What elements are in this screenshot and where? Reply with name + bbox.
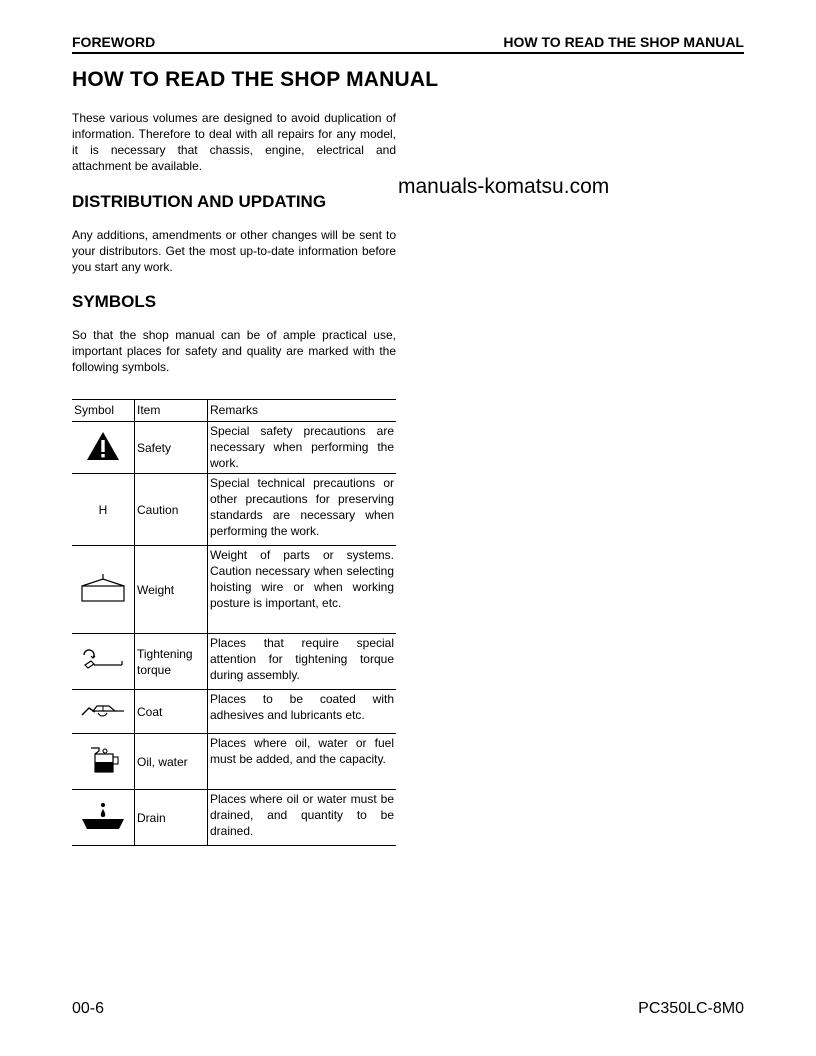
table-cell-item: Safety — [135, 422, 208, 474]
table-cell-item: Coat — [135, 690, 208, 734]
table-cell-remarks: Special technical precautions or other precautions for preserving standards are necessary when performing the work. — [208, 474, 397, 546]
torque-wrench-icon — [80, 648, 126, 672]
table-row — [72, 546, 396, 634]
warning-triangle-icon — [86, 431, 120, 461]
drain-pan-icon — [79, 800, 127, 832]
table-row — [72, 634, 396, 690]
table-row — [72, 790, 396, 846]
table-cell-remarks: Special safety precautions are necessary when performing the work. — [208, 422, 397, 474]
distribution-paragraph: Any additions, amendments or other changes will be sent to your distributors. Get the most up-to-date information before you start any work. — [72, 228, 396, 274]
page-number: 00-6 — [72, 1000, 105, 1017]
symbols-paragraph: So that the shop manual can be of ample practical use, important places for safety and quality are marked with the following symbols. — [72, 328, 396, 374]
intro-paragraph: These various volumes are designed to avoid duplication of information. Therefore to deal with all repairs for any model, it is necessary that chassis, engine, electrical and attachment be available. — [72, 111, 396, 173]
table-cell-remarks: Places to be coated with adhesives and lubricants etc. — [208, 690, 397, 734]
symbols-table — [72, 399, 396, 846]
table-cell-item: Drain — [135, 790, 208, 846]
table-cell-item: Oil, water — [135, 734, 208, 790]
header-chapter-title: HOW TO READ THE SHOP MANUAL — [503, 34, 744, 50]
distribution-heading: DISTRIBUTION AND UPDATING — [72, 192, 327, 211]
table-cell-remarks: Places where oil or water must be drained, and quantity to be drained. — [208, 790, 397, 846]
column-header-item: Item — [135, 400, 208, 422]
model-code: PC350LC-8M0 — [638, 1000, 744, 1017]
weight-symbol-cell — [72, 546, 135, 634]
coat-symbol-cell — [72, 690, 135, 734]
header-section-name: FOREWORD — [72, 34, 156, 50]
weight-hook-icon — [79, 572, 127, 604]
table-cell-item: Weight — [135, 546, 208, 634]
coat-brush-icon — [79, 699, 127, 721]
safety-symbol-cell — [72, 422, 135, 474]
torque-symbol-cell — [72, 634, 135, 690]
column-header-symbol: Symbol — [72, 400, 135, 422]
oil-water-symbol-cell — [72, 734, 135, 790]
watermark-text: manuals-komatsu.com — [398, 175, 610, 198]
table-header-row — [72, 400, 396, 422]
table-cell-remarks: Weight of parts or systems. Caution necessary when selecting hoisting wire or when working posture is important, etc. — [208, 546, 397, 634]
drain-symbol-cell — [72, 790, 135, 846]
table-cell-remarks: Places that require special attention for tightening torque during assembly. — [208, 634, 397, 690]
oil-can-icon — [83, 745, 123, 775]
table-row — [72, 474, 396, 546]
table-cell-remarks: Places where oil, water or fuel must be added, and the capacity. — [208, 734, 397, 790]
symbols-heading: SYMBOLS — [72, 292, 157, 311]
table-row — [72, 734, 396, 790]
table-cell-item: Caution — [135, 474, 208, 546]
page-title: HOW TO READ THE SHOP MANUAL — [72, 68, 439, 91]
table-row — [72, 422, 396, 474]
caution-symbol-cell: H — [72, 474, 135, 546]
column-header-remarks: Remarks — [208, 400, 397, 422]
running-header — [72, 34, 744, 54]
table-cell-item: Tightening torque — [135, 634, 208, 690]
table-row — [72, 690, 396, 734]
